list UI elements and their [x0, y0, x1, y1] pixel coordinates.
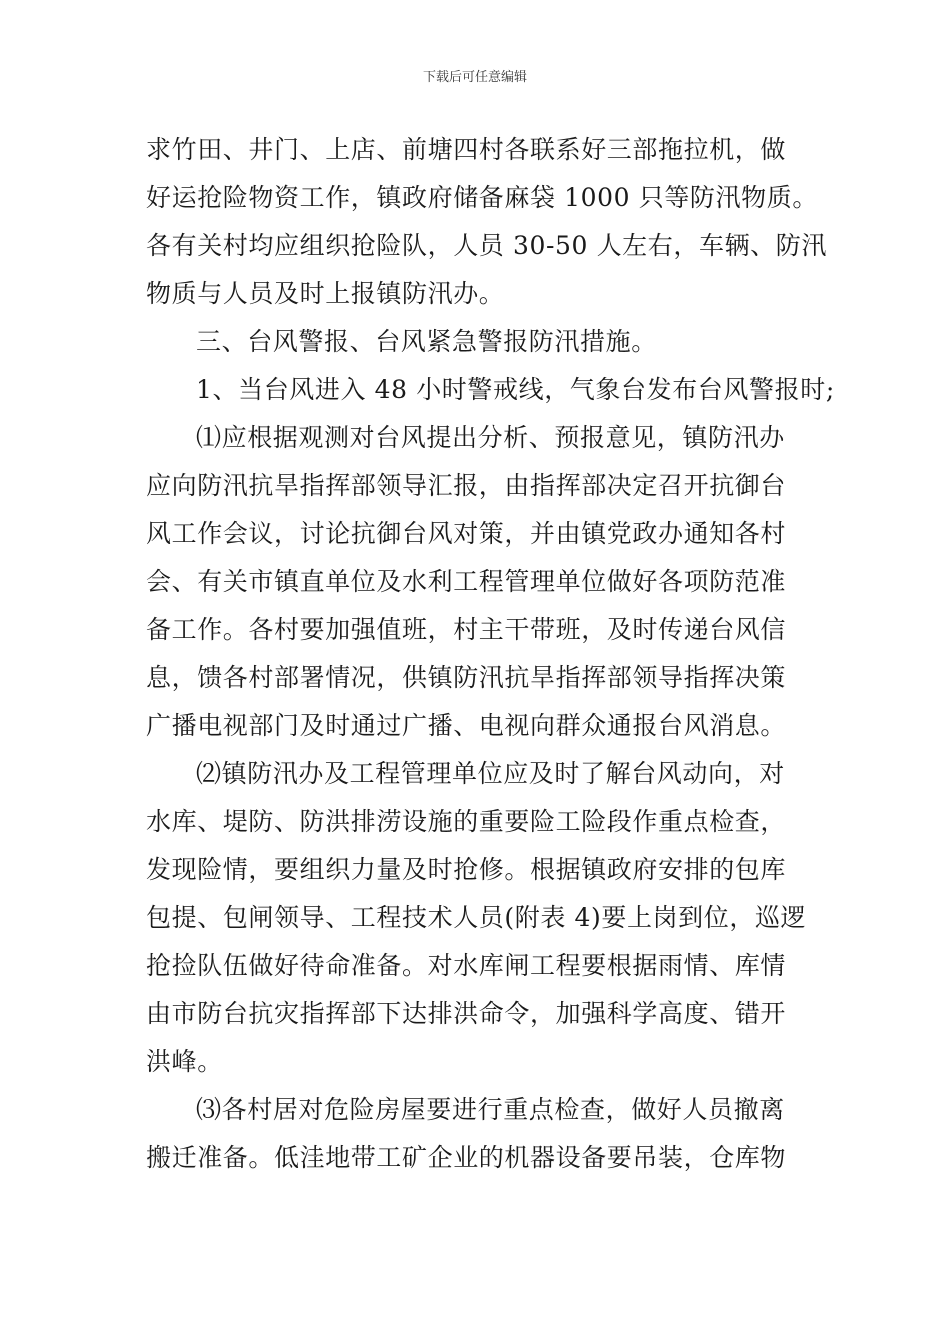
- text-line: 包提、包闸领导、工程技术人员(附表 4)要上岗到位，巡逻: [146, 903, 807, 932]
- text-line: 发现险情，要组织力量及时抢修。根据镇政府安排的包库: [146, 855, 787, 884]
- text-line: 应向防汛抗旱指挥部领导汇报，由指挥部决定召开抗御台: [146, 471, 787, 500]
- text-line: 1、当台风进入 48 小时警戒线，气象台发布台风警报时;: [196, 375, 835, 404]
- text-line: 广播电视部门及时通过广播、电视向群众通报台风消息。: [146, 711, 787, 740]
- text-line: ⑵镇防汛办及工程管理单位应及时了解台风动向，对: [196, 759, 785, 788]
- text-line: 备工作。各村要加强值班，村主干带班，及时传递台风信: [146, 615, 787, 644]
- text-line: 息，馈各村部署情况，供镇防汛抗旱指挥部领导指挥决策: [146, 663, 787, 692]
- text-line: ⑴应根据观测对台风提出分析、预报意见，镇防汛办: [196, 423, 785, 452]
- text-line: 洪峰。: [146, 1047, 223, 1076]
- text-line: 会、有关市镇直单位及水利工程管理单位做好各项防范准: [146, 567, 787, 596]
- document-body: [146, 126, 835, 1182]
- page-header: 下载后可任意编辑: [422, 70, 527, 85]
- text-line: ⑶各村居对危险房屋要进行重点检查，做好人员撤离: [196, 1095, 785, 1124]
- text-line: 搬迁准备。低洼地带工矿企业的机器设备要吊装，仓库物: [146, 1143, 787, 1172]
- text-line: 抢捡队伍做好待命准备。对水库闸工程要根据雨情、库情: [146, 951, 787, 980]
- text-line: 水库、堤防、防洪排涝设施的重要险工险段作重点检查，: [146, 807, 787, 836]
- section-heading: 三、台风警报、台风紧急警报防汛措施。: [196, 327, 657, 356]
- text-line: 好运抢险物资工作，镇政府储备麻袋 1000 只等防汛物质。: [146, 183, 818, 212]
- text-line: 由市防台抗灾指挥部下达排洪命令，加强科学高度、错开: [146, 999, 787, 1028]
- text-line: 风工作会议，讨论抗御台风对策，并由镇党政办通知各村: [146, 519, 787, 548]
- text-line: 各有关村均应组织抢险队，人员 30-50 人左右，车辆、防汛: [146, 231, 827, 260]
- text-line: 物质与人员及时上报镇防汛办。: [146, 279, 505, 308]
- text-line: 求竹田、井门、上店、前塘四村各联系好三部拖拉机，做: [146, 135, 787, 164]
